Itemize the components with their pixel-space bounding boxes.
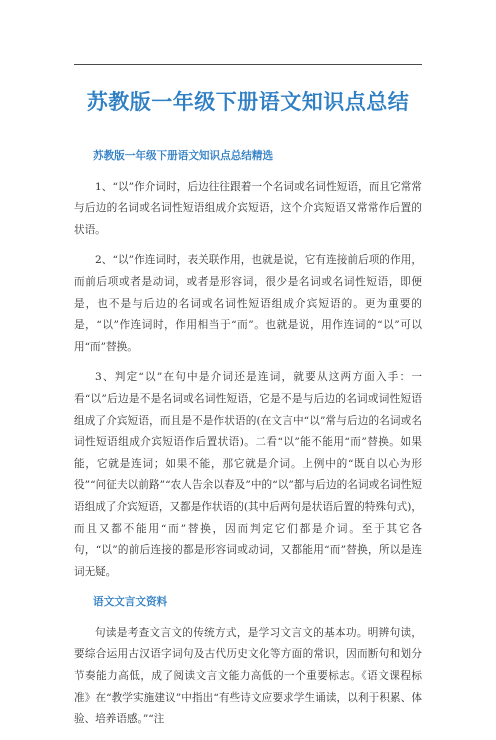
section-heading-1: 苏教版一年级下册语文知识点总结精选 <box>93 150 274 162</box>
header-rule <box>74 64 422 65</box>
document-body <box>74 146 422 740</box>
paragraph-2: 2、“以”作连词时，表关联作用，也就是说，它有连接前后项的作用，而前后项或者是动词，或者是形容词，很少是名词或名词性短语，即便是，也不是与后边的名词或名词性短语组成介宾短语的。更为重要的是，“以”作连词时，作用相当于“而”。也就是说，用作连词的“以”可以用“而”替换。 <box>74 254 422 353</box>
paragraph-3: 3、判定“以”在句中是介词还是连词，就要从这两方面入手：一看“以”后边是不是名词或名词性短语，它是不是与后边的名词或词性短语组成了介宾短语，而且是不是作状语的(在文言中“以”常与后边的名词或名词性短语组成介宾短语作后置状语)。二看“以”能不能用“而”替换。如果能，它就是连词；如果不能，那它就是介词。上例中的“既自以心为形役”“问征夫以前路”“农人告余以春及”中的“以”都与后边的名词或名词性短语组成了介宾短语，又都是作状语的(其中后两句是状语后置的特殊句式)，而且又都不能用“而”替换，因而判定它们都是介词。至于其它各句，“以”的前后连接的都是形容词或动词，又都能用“而”替换，所以是连词无疑。 <box>74 371 422 578</box>
paragraph-1: 1、“以”作介词时，后边往往跟着一个名词或名词性短语，而且它常常与后边的名词或名词性短语组成介宾短语，这个介宾短语又常常作后置的状语。 <box>74 180 422 236</box>
section-heading-2: 语文文言文资料 <box>93 596 168 609</box>
paragraph-4: 句读是考查文言文的传统方式，是学习文言文的基本功。明辨句读，要综合运用古汉语字词句及古代历史文化等方面的常识，因而断句和划分节奏能力高低，成了阅读文言文能力高低的一个重要标志。《语文课程标准》在“教学实施建议”中指出“有些诗文应要求学生诵读，以利于积累、体验、培养语感。”“注 <box>74 626 422 726</box>
document-title: 苏教版一年级下册语文知识点总结 <box>86 90 410 114</box>
